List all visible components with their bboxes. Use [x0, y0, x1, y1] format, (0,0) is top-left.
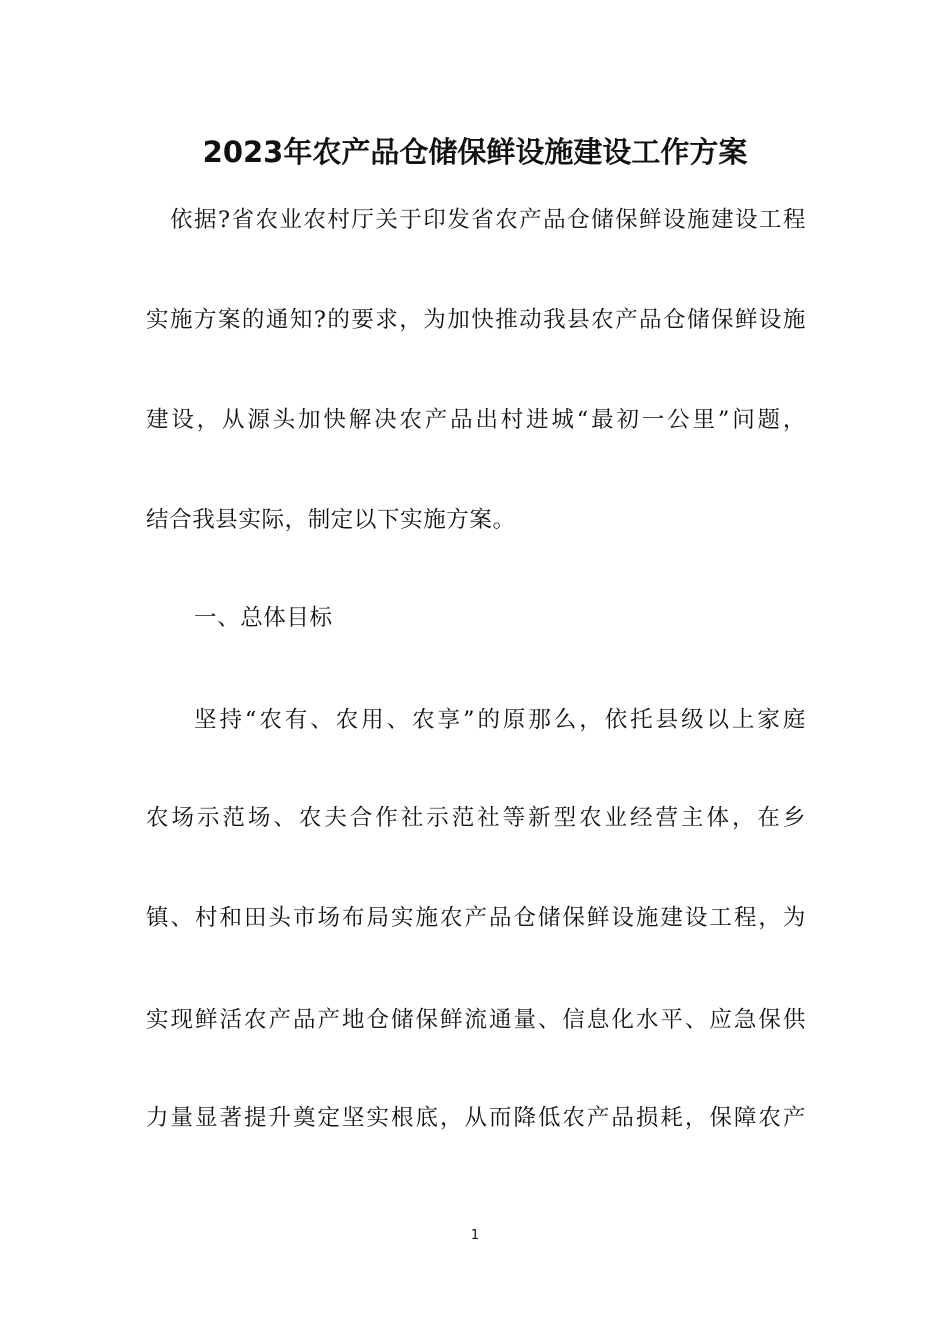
- paragraph-line: 结合我县实际，制定以下实施方案。: [146, 507, 516, 533]
- document-title: 2023年农产品仓储保鲜设施建设工作方案: [202, 135, 748, 169]
- paragraph-line: 坚持“农有、农用、农享”的原那么，依托县级以上家庭: [194, 707, 806, 733]
- paragraph-line: 镇、村和田头市场布局实施农产品仓储保鲜设施建设工程，为: [146, 905, 806, 931]
- section-heading: 一、总体目标: [194, 605, 333, 631]
- paragraph-line: 农场示范场、农夫合作社示范社等新型农业经营主体，在乡: [146, 805, 806, 831]
- paragraph-line: 建设，从源头加快解决农产品出村进城“最初一公里”问题，: [146, 407, 806, 433]
- page-number: 1: [470, 1228, 480, 1243]
- paragraph-line: 实现鲜活农产品产地仓储保鲜流通量、信息化水平、应急保供: [146, 1007, 806, 1033]
- paragraph-line: 力量显著提升奠定坚实根底，从而降低农产品损耗，保障农产: [146, 1105, 806, 1131]
- paragraph-line: 依据?省农业农村厅关于印发省农产品仓储保鲜设施建设工程: [170, 207, 806, 233]
- paragraph-line: 实施方案的通知?的要求，为加快推动我县农产品仓储保鲜设施: [146, 307, 806, 333]
